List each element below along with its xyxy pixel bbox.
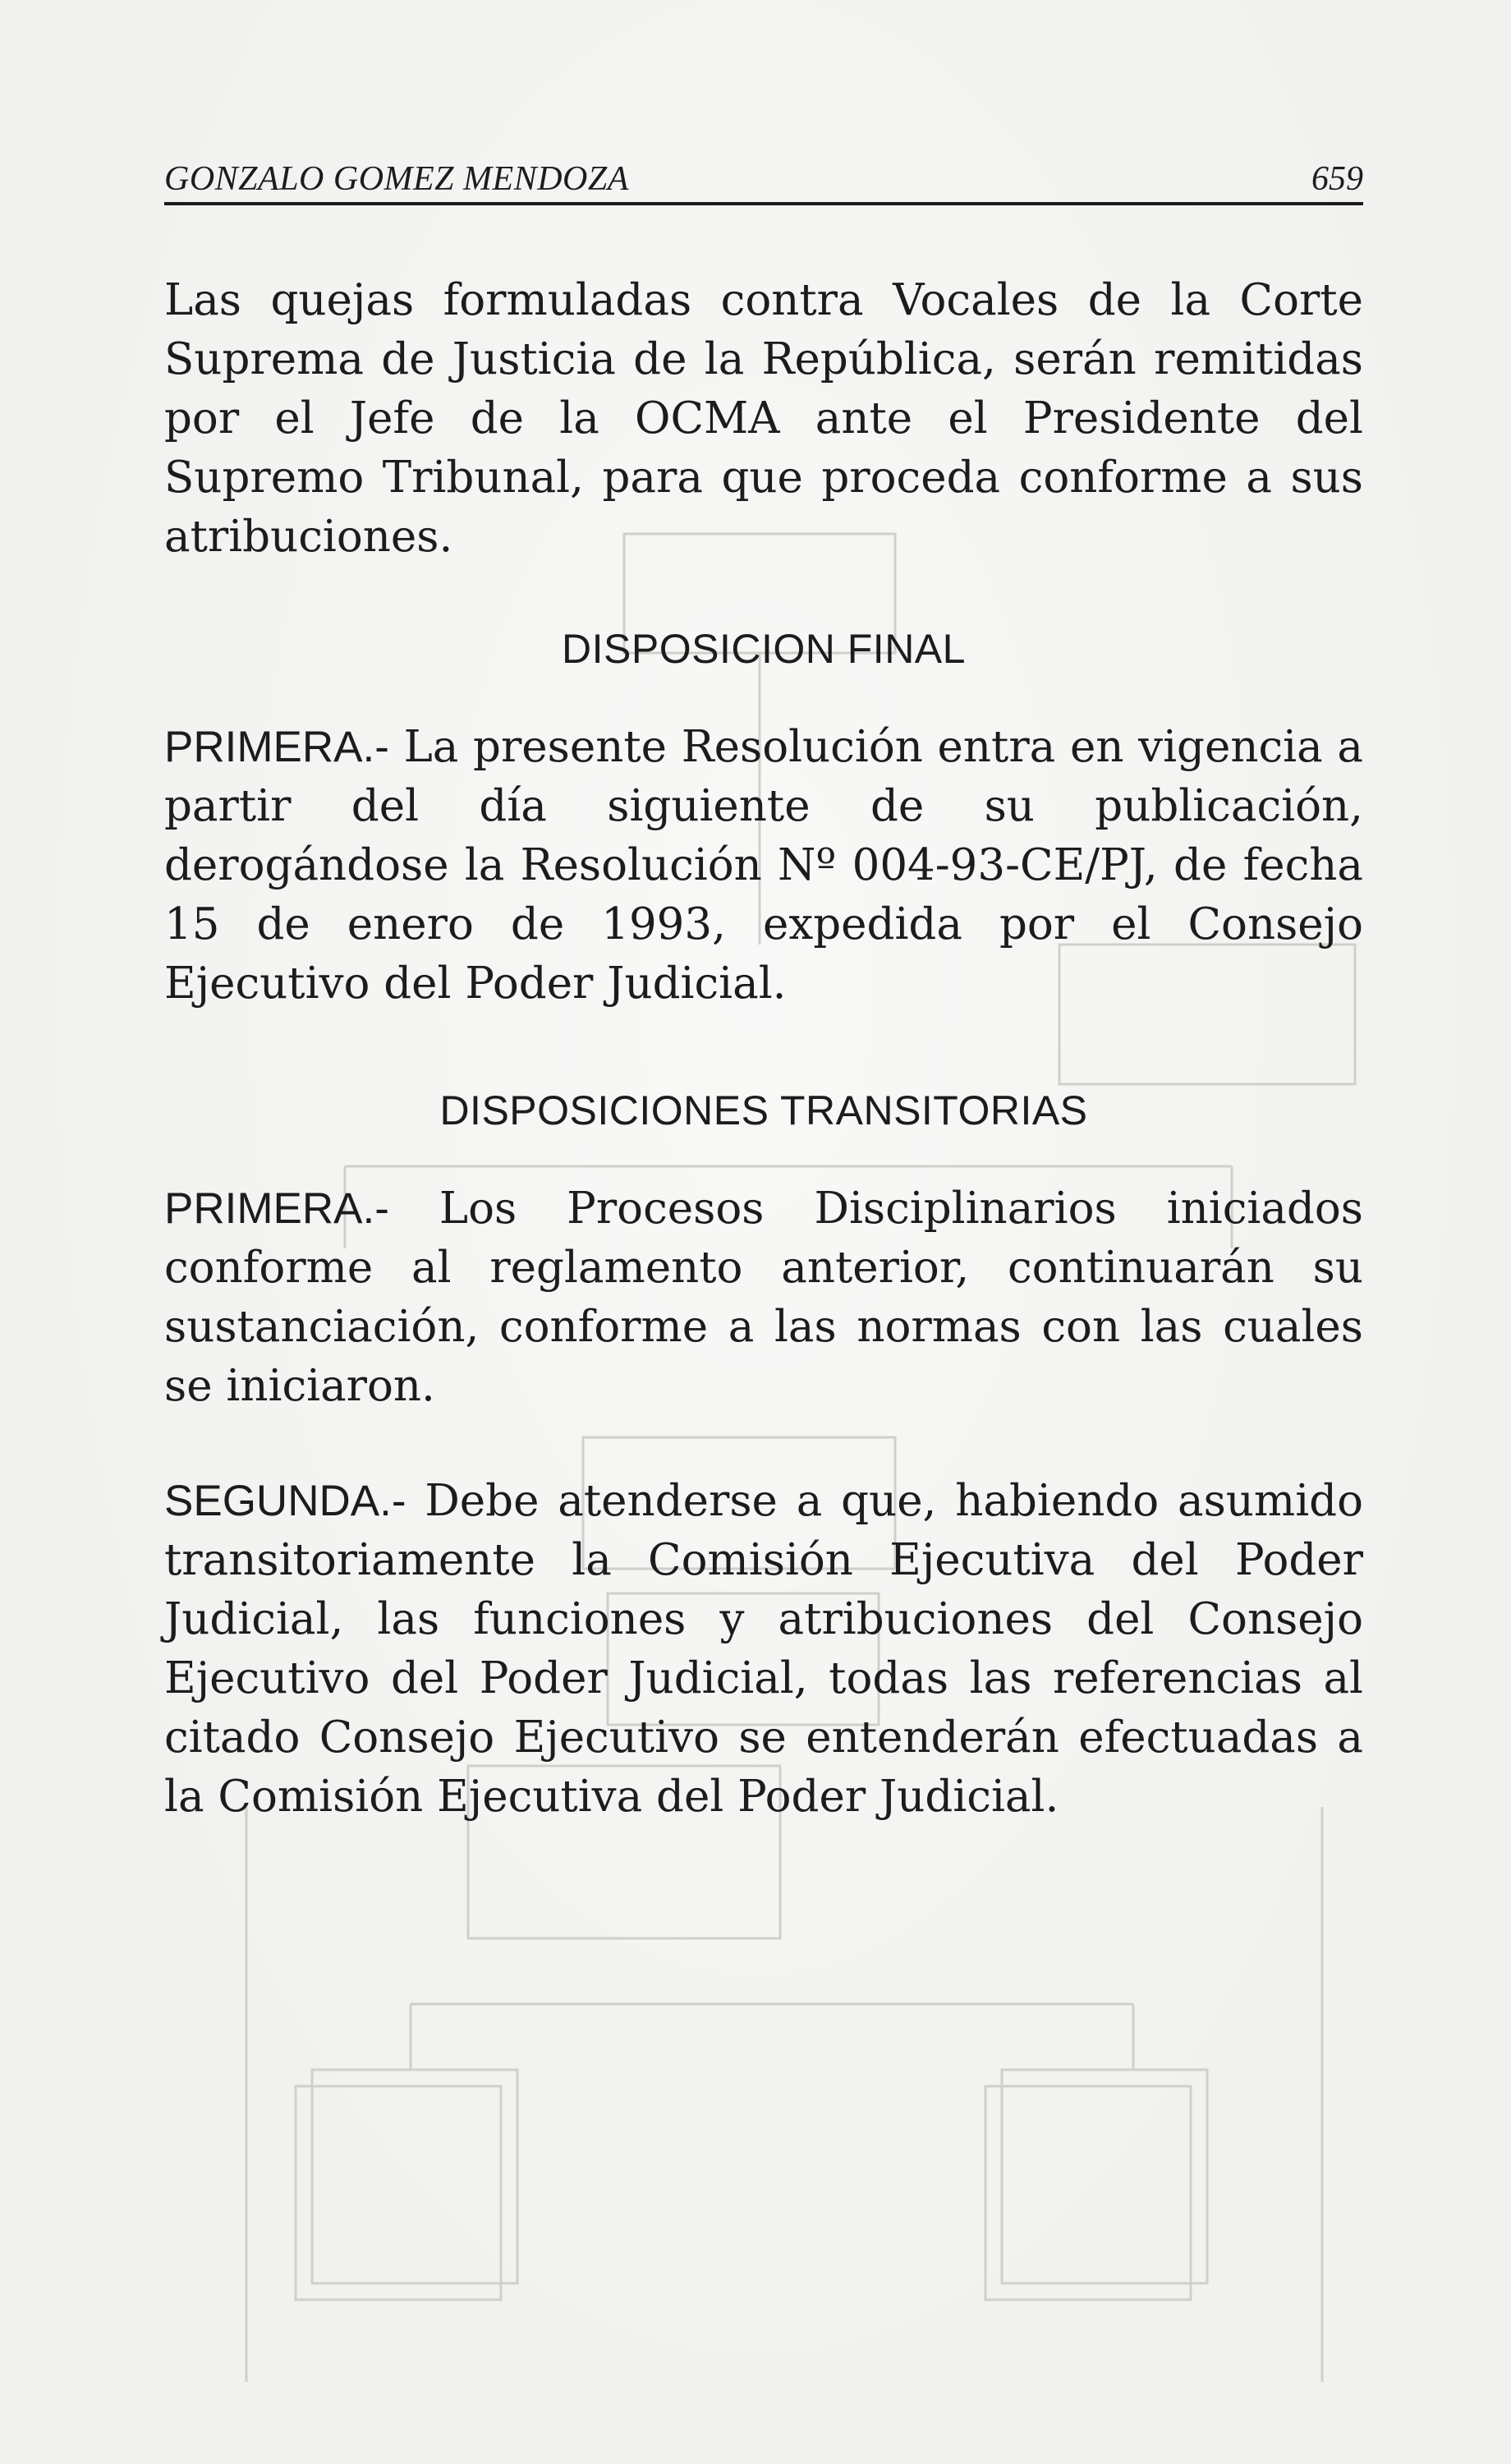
transitoria-segunda-text: Debe atenderse a que, habiendo asumido transitoriamente la Comisión Ejecutiva del Poder Judicial, las funciones y atribuciones del Consejo Ejecutivo del Poder Judicial, todas las referencias al citado Consejo Ejecutivo se entenderán efectuadas a la Comisión Ejecutiva del Poder Judicial. bbox=[164, 1476, 1363, 1822]
transitoria-segunda-paragraph bbox=[164, 1472, 1363, 1827]
page-body bbox=[164, 271, 1363, 1827]
final-primera-text: La presente Resolución entra en vigencia a partir del día siguiente de su publicación, derogándose la Resolución Nº 004-93-CE/PJ, de fecha 15 de enero de 1993, expedida por el Consejo Ejecutivo del Poder Judicial. bbox=[164, 722, 1363, 1009]
transitoria-segunda-label: SEGUNDA.- bbox=[164, 1477, 406, 1525]
transitoria-primera-paragraph bbox=[164, 1179, 1363, 1416]
transitoria-primera-text: Los Procesos Disciplinarios iniciados conforme al reglamento anterior, continuarán su sustanciación, conforme a las normas con las cuales se iniciaron. bbox=[164, 1184, 1363, 1411]
author-name: GONZALO GOMEZ MENDOZA bbox=[164, 160, 629, 198]
final-primera-label: PRIMERA.- bbox=[164, 723, 389, 771]
intro-paragraph: Las quejas formuladas contra Vocales de la Corte Suprema de Justicia de la República, serán remitidas por el Jefe de la OCMA ante el Presidente del Supremo Tribunal, para que proceda conforme a sus atribuciones. bbox=[164, 275, 1363, 562]
final-primera-paragraph bbox=[164, 718, 1363, 1014]
transitoria-primera-label: PRIMERA.- bbox=[164, 1184, 389, 1233]
heading-disposiciones-transitorias: DISPOSICIONES TRANSITORIAS bbox=[439, 1087, 1088, 1133]
page-number: 659 bbox=[1311, 160, 1363, 198]
running-header bbox=[164, 156, 1363, 205]
heading-disposicion-final: DISPOSICION FINAL bbox=[562, 626, 966, 672]
